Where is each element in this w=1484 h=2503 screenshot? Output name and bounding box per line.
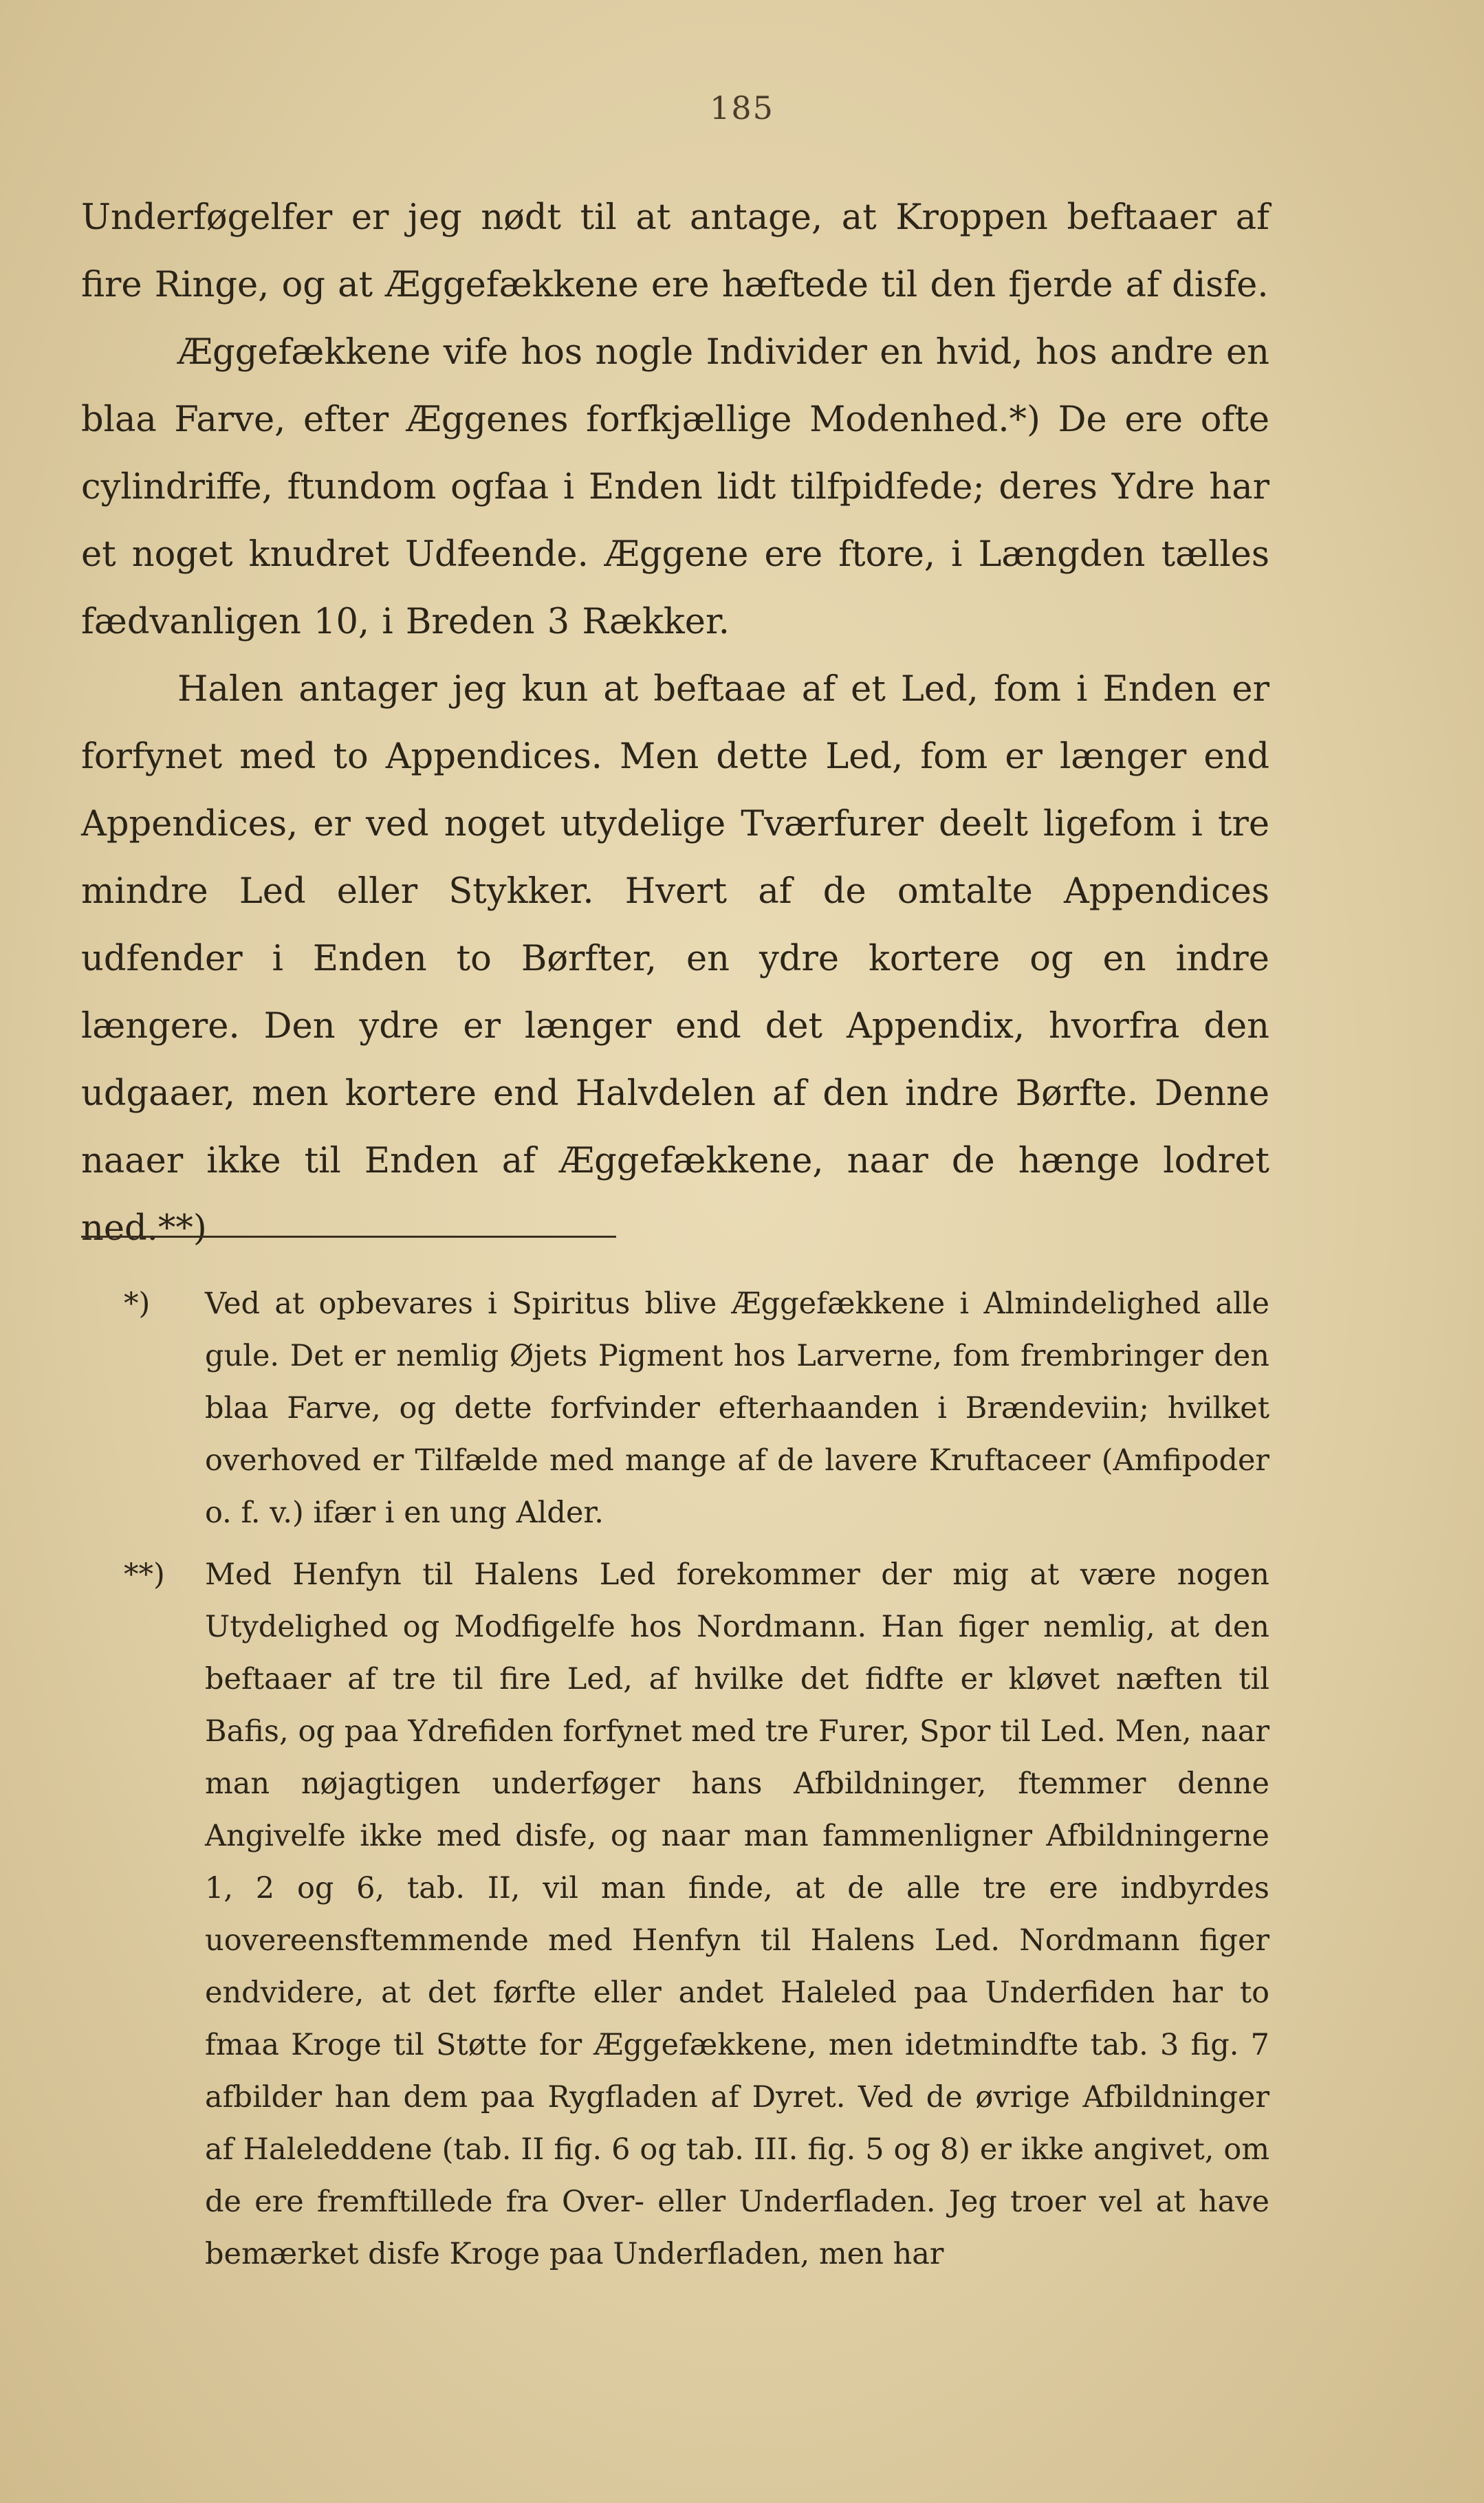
footnote-marker: *) bbox=[124, 1287, 151, 1321]
footnote-divider bbox=[81, 1236, 616, 1238]
footnote-text: Ved at opbevares i Spiritus blive Æggefækkene i Almindelighed alle gule. Det er nemlig Øjets Pigment hos Larverne, fom frembringer den blaa Farve, og dette forfvinder efterhaanden i Brændeviin; hvilket overhoved er Tilfælde med mange af de lavere Kruftaceer (Amfipoder o. f. v.) ifær i en ung Alder. bbox=[205, 1287, 1269, 1530]
footnote-text: Med Henfyn til Halens Led forekommer der mig at være nogen Utydelighed og Modfigelfe hos Nordmann. Han figer nemlig, at den beftaaer af tre til fire Led, af hvilke det fidfte er kløvet næften til Bafis, og paa Ydrefiden forfynet med tre Furer, Spor til Led. Men, naar man nøjagtigen underføger hans Afbildninger, ftemmer denne Angivelfe ikke med disfe, og naar man fammenligner Afbildningerne 1, 2 og 6, tab. II, vil man finde, at de alle tre ere indbyrdes uovereensftemmende med Henfyn til Halens Led. Nordmann figer endvidere, at det førfte eller andet Haleled paa Underfiden har to fmaa Kroge til Støtte for Æggefækkene, men idetmindfte tab. 3 fig. 7 afbilder han dem paa Rygfladen af Dyret. Ved de øvrige Afbildninger af Haleleddene (tab. II fig. 6 og tab. III. fig. 5 og 8) er ikke angivet, om de ere fremftillede fra Over- eller Underfladen. Jeg troer vel at have bemærket disfe Kroge paa Underfladen, men har bbox=[205, 1557, 1269, 2271]
paragraph: Æggefækkene vife hos nogle Individer en hvid, hos andre en blaa Farve, efter Æggenes forfkjællige Modenhed.*) De ere ofte cylindriffe, ftundom ogfaa i Enden lidt tilfpidfede; deres Ydre har et noget knudret Udfeende. Æggene ere ftore, i Længden tælles fædvanligen 10, i Breden 3 Rækker. bbox=[81, 332, 1269, 642]
paragraph: Halen antager jeg kun at beftaae af et Led, fom i Enden er forfynet med to Appendices. Men dette Led, fom er længer end Appendices, er ved noget utydelige Tværfurer deelt ligefom i tre mindre Led eller Stykker. Hvert af de omtalte Appendices udfender i Enden to Børfter, en ydre kortere og en indre længere. Den ydre er længer end det Appendix, hvorfra den udgaaer, men kortere end Halvdelen af den indre Børfte. Denne naaer ikke til Enden af Æggefækkene, naar de hænge lodret ned.**) bbox=[81, 669, 1269, 1249]
footnote bbox=[103, 1549, 1269, 2280]
footnote-marker: **) bbox=[124, 1557, 165, 1592]
footnotes bbox=[103, 1278, 1269, 2290]
paragraph: Underføgelfer er jeg nødt til at antage, at Kroppen beftaaer af fire Ringe, og at Æggefækkene ere hæftede til den fjerde af disfe. bbox=[81, 197, 1269, 305]
footnote bbox=[103, 1278, 1269, 1539]
body-text bbox=[81, 184, 1269, 1263]
page-number: 185 bbox=[710, 89, 774, 127]
